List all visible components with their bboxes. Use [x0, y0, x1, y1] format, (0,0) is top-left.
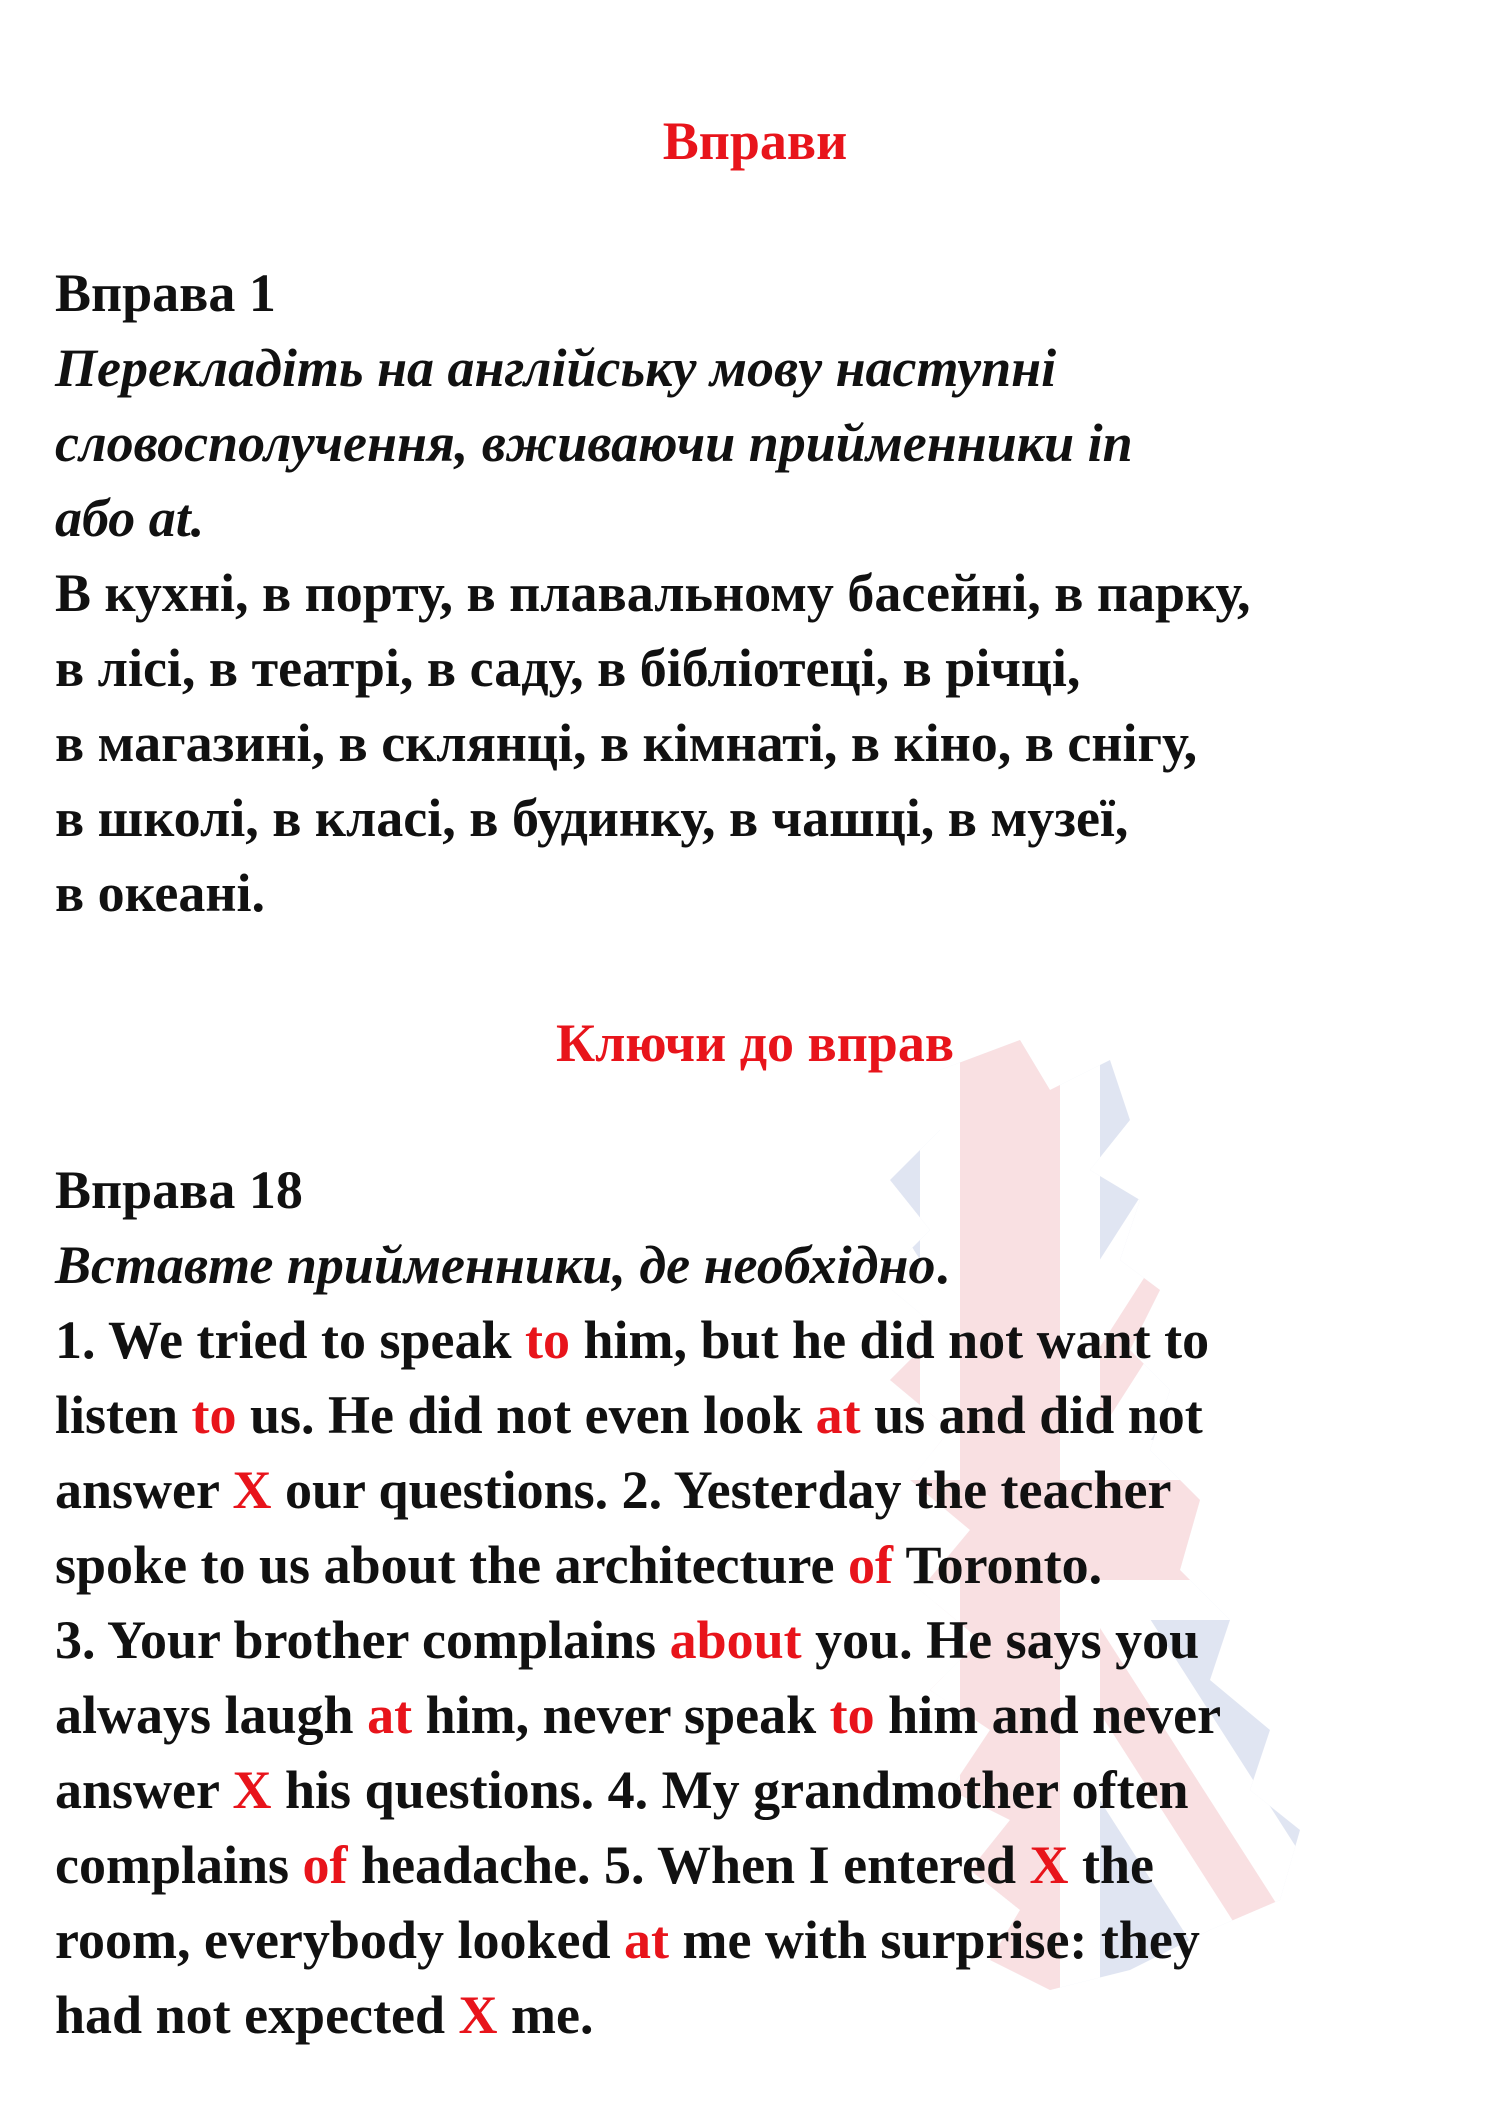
- answer-text: me with surprise: they: [668, 1910, 1200, 1970]
- answer-text: us and did not: [860, 1385, 1203, 1445]
- answer-text: headache. 5. When I entered: [347, 1835, 1030, 1895]
- answer-line: [55, 1903, 1455, 1978]
- answer-text: us. He did not even look: [236, 1385, 816, 1445]
- exercise-18-instruction-text: Вставте прийменники, де необхідно: [55, 1235, 936, 1295]
- answer-line: [55, 1303, 1455, 1378]
- exercise-1-instruction-line: словосполучення, вживаючи прийменники in: [55, 413, 1133, 473]
- answer-text: him, but he did not want to: [569, 1310, 1210, 1370]
- exercise-18-instruction: [55, 1228, 1455, 1303]
- answer-line: [55, 1603, 1455, 1678]
- exercise-1-body-line: в школі, в класі, в будинку, в чашці, в музеї,: [55, 788, 1129, 848]
- answer-text: answer: [55, 1760, 233, 1820]
- answer-text: 1. We tried to speak: [55, 1310, 525, 1370]
- exercise-1: [55, 256, 1455, 931]
- answer-text: the: [1068, 1835, 1155, 1895]
- exercise-1-body-line: В кухні, в порту, в плавальному басейні, в парку,: [55, 563, 1251, 623]
- answer-preposition: to: [191, 1385, 237, 1445]
- answer-preposition: at: [815, 1385, 861, 1445]
- exercise-1-body-line: в магазині, в склянці, в кімнаті, в кіно, в снігу,: [55, 713, 1198, 773]
- answer-line: [55, 1378, 1455, 1453]
- answer-text: you. He says you: [801, 1610, 1200, 1670]
- answer-text: complains: [55, 1835, 303, 1895]
- exercise-18-answers: [55, 1303, 1455, 2053]
- answer-line: [55, 1453, 1455, 1528]
- answer-line: [55, 1528, 1455, 1603]
- exercise-1-instruction-line: Перекладіть на англійську мову наступні: [55, 338, 1057, 398]
- answer-text: him and never: [874, 1685, 1222, 1745]
- answer-line: [55, 1828, 1455, 1903]
- page-title: Вправи: [662, 111, 848, 171]
- answer-text: answer: [55, 1460, 233, 1520]
- answer-preposition: of: [302, 1835, 348, 1895]
- answer-text: spoke to us about the architecture: [55, 1535, 848, 1595]
- exercise-1-heading: Вправа 1: [55, 263, 276, 323]
- answer-line: [55, 1978, 1455, 2053]
- answer-text: our questions. 2. Yesterday the teacher: [271, 1460, 1172, 1520]
- exercise-18-instruction-period: .: [935, 1235, 949, 1295]
- answer-preposition: to: [829, 1685, 875, 1745]
- answer-preposition: X: [1029, 1835, 1069, 1895]
- answer-text: his questions. 4. My grandmother often: [271, 1760, 1189, 1820]
- answer-text: always laugh: [55, 1685, 368, 1745]
- answer-preposition: X: [232, 1460, 272, 1520]
- exercise-18-heading: Вправа 18: [55, 1160, 303, 1220]
- answer-text: me.: [497, 1985, 594, 2045]
- answer-line: [55, 1753, 1455, 1828]
- answer-preposition: about: [669, 1610, 802, 1670]
- answer-text: had not expected: [55, 1985, 459, 2045]
- keys-title: Ключи до вправ: [555, 1013, 954, 1073]
- answer-text: Toronto.: [892, 1535, 1103, 1595]
- answer-text: 3. Your brother complains: [55, 1610, 670, 1670]
- exercise-1-instruction-line: або at.: [55, 488, 205, 548]
- answer-preposition: to: [525, 1310, 570, 1370]
- answer-preposition: X: [458, 1985, 498, 2045]
- answer-text: room, everybody looked: [55, 1910, 624, 1970]
- answer-line: [55, 1678, 1455, 1753]
- exercise-1-body-line: в лісі, в театрі, в саду, в бібліотеці, в річці,: [55, 638, 1081, 698]
- answer-text: listen: [55, 1385, 192, 1445]
- answer-preposition: at: [367, 1685, 413, 1745]
- exercise-18: [55, 1153, 1455, 2053]
- answer-preposition: at: [623, 1910, 669, 1970]
- answer-preposition: X: [232, 1760, 272, 1820]
- answer-preposition: of: [848, 1535, 893, 1595]
- exercise-1-body-line: в океані.: [55, 863, 266, 923]
- answer-text: him, never speak: [412, 1685, 830, 1745]
